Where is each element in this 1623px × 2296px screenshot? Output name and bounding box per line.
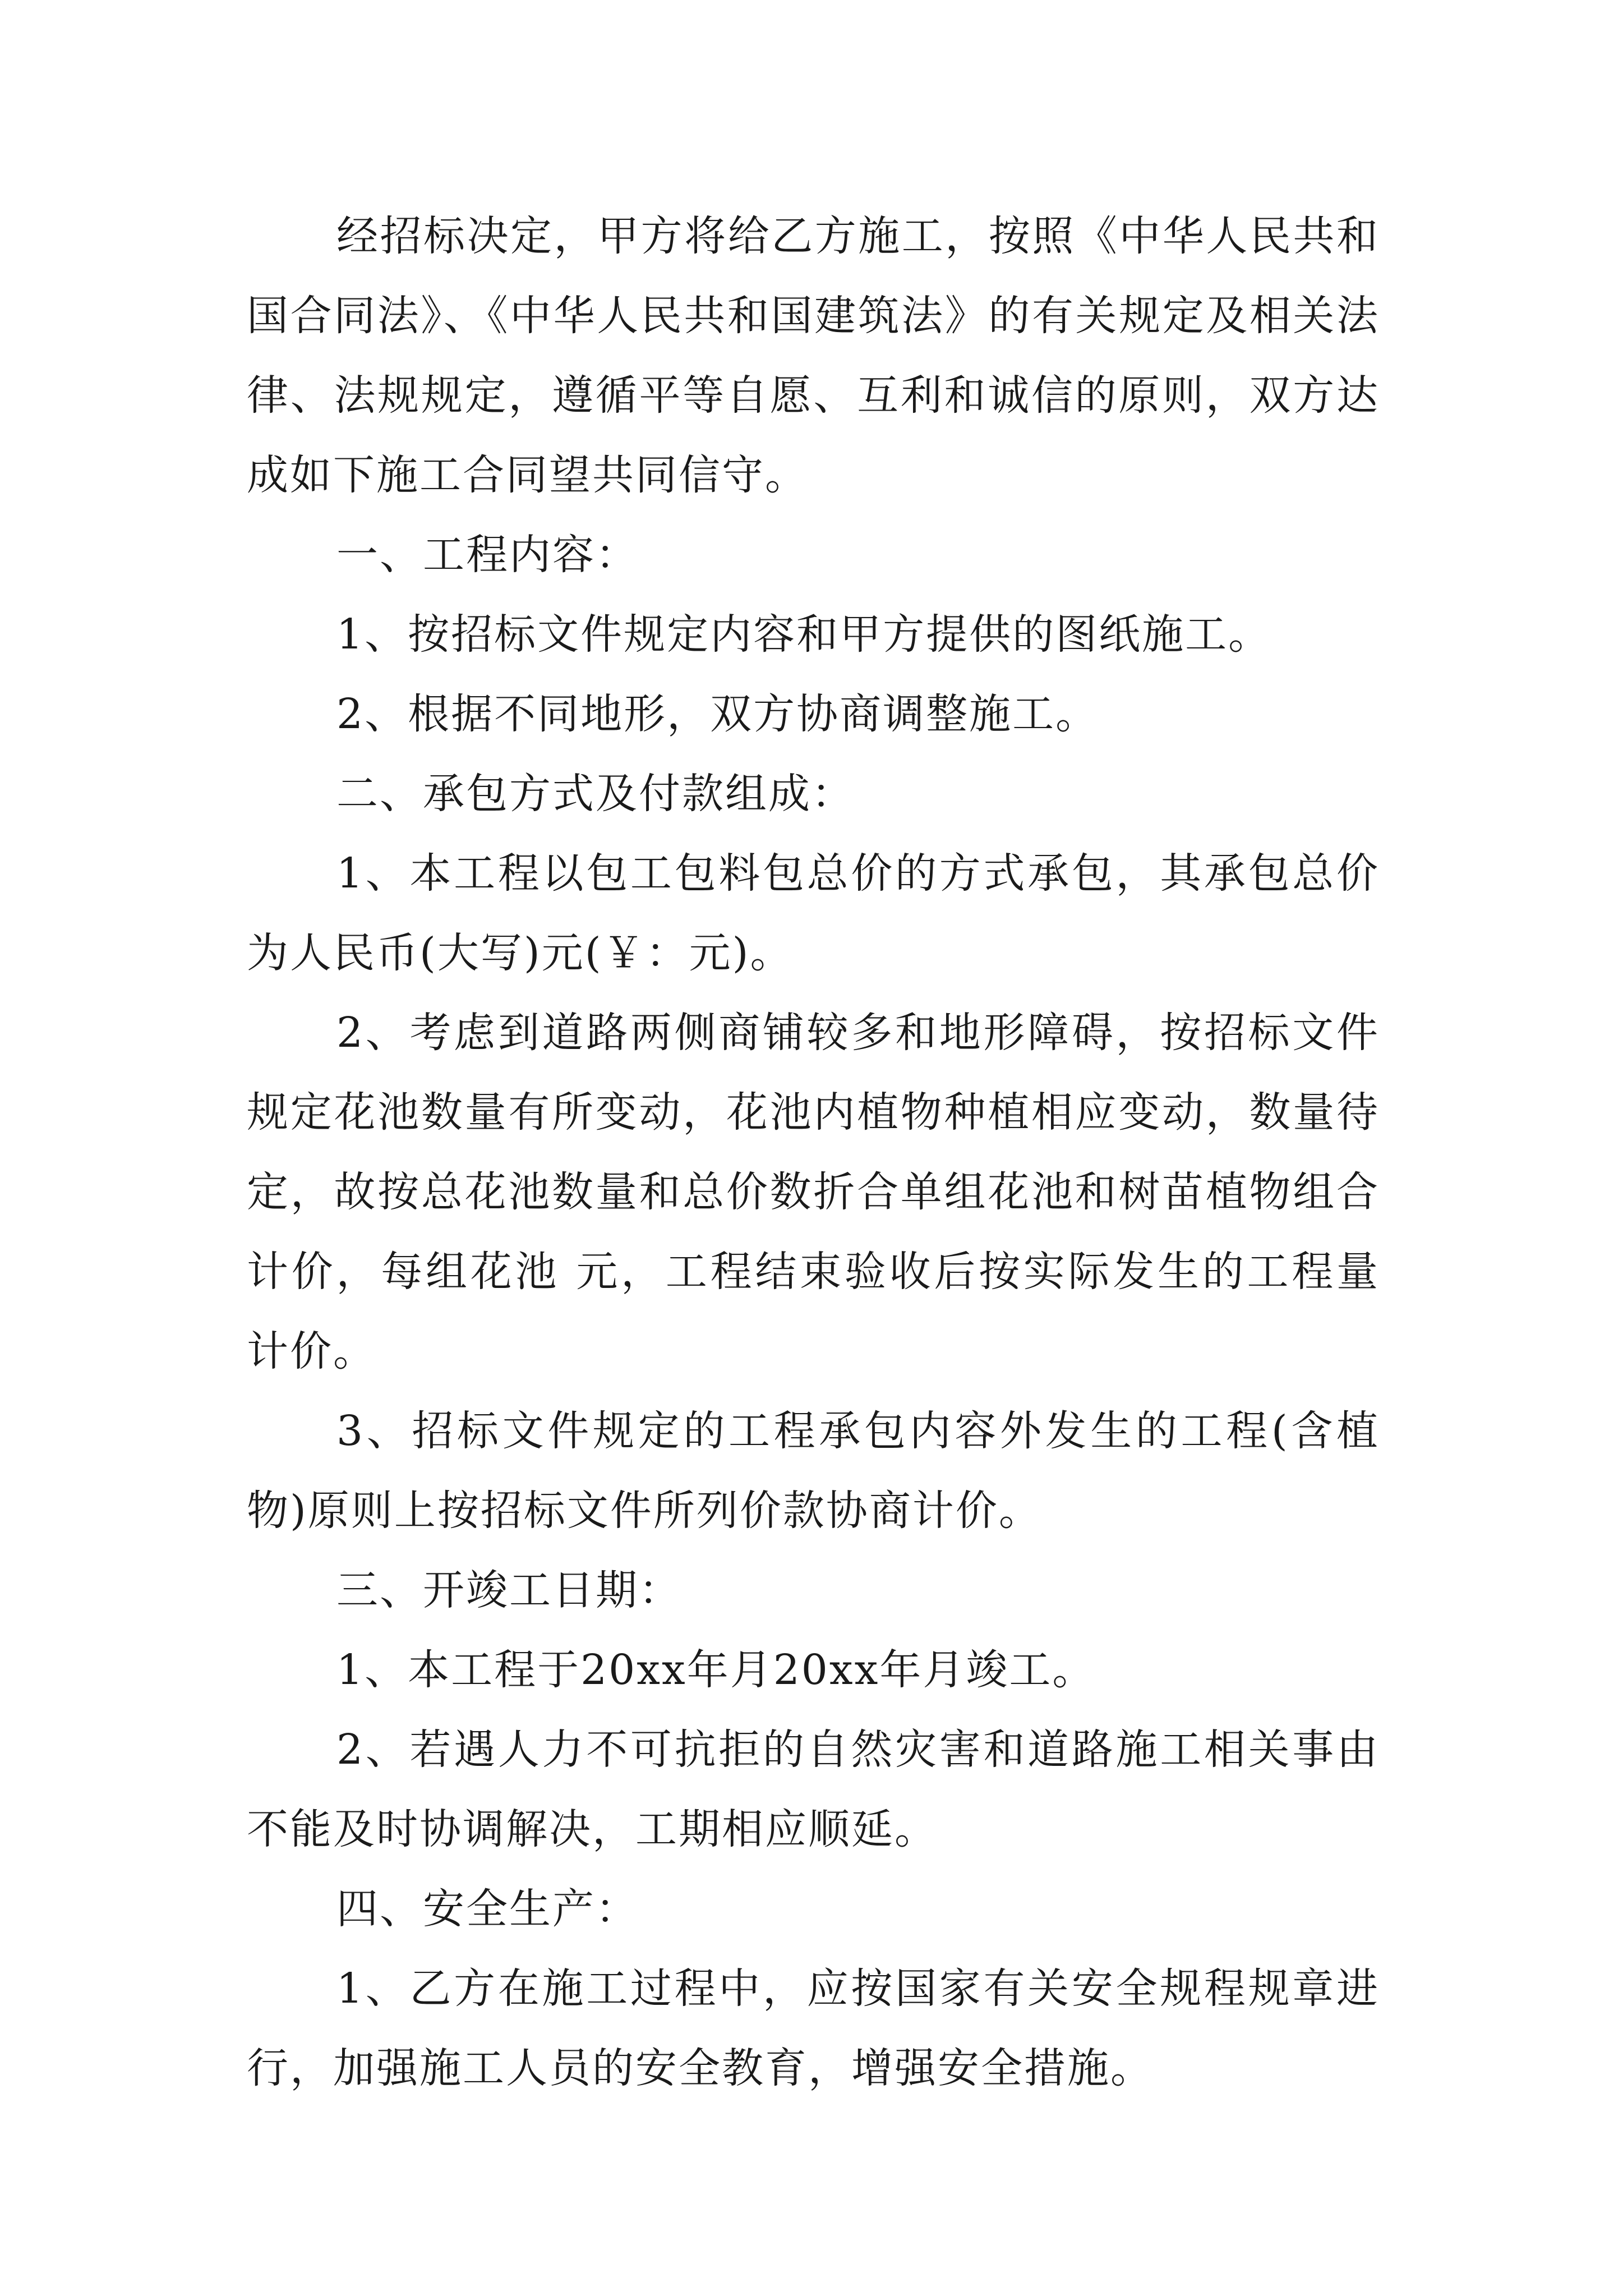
clause-3-1: 1、本工程于20xx年月20xx年月竣工。 xyxy=(336,1646,1096,1694)
section-heading-work-content: 一、工程内容： xyxy=(336,531,639,579)
clause-2-2: 2、考虑到道路两侧商铺较多和地形障碍，按招标文件规定花池数量有所变动，花池内植物种植相应变动，数量待定，故按总花池数量和总价数折合单组花池和树苗植物组合计价，每组花池 元，工程结束验收后按实际发生的工程量计价。 xyxy=(247,1009,1380,1375)
clause-2-1: 1、本工程以包工包料包总价的方式承包，其承包总价为人民币(大写)元(￥：元)。 xyxy=(247,849,1380,977)
clause-4-1: 1、乙方在施工过程中，应按国家有关安全规程规章进行，加强施工人员的安全教育，增强安全措施。 xyxy=(247,1964,1380,2092)
section-heading-dates: 三、开竣工日期： xyxy=(336,1566,682,1614)
contract-body xyxy=(247,196,1380,2108)
clause-1-2: 2、根据不同地形，双方协商调整施工。 xyxy=(336,690,1099,738)
clause-3-2: 2、若遇人力不可抗拒的自然灾害和道路施工相关事由不能及时协调解决，工期相应顺延。 xyxy=(247,1726,1380,1853)
clause-1-1: 1、按招标文件规定内容和甲方提供的图纸施工。 xyxy=(336,610,1272,659)
clause-2-3: 3、招标文件规定的工程承包内容外发生的工程(含植物)原则上按招标文件所列价款协商计价。 xyxy=(247,1407,1380,1535)
intro-paragraph: 经招标决定，甲方将给乙方施工，按照《中华人民共和国合同法》、《中华人民共和国建筑法》的有关规定及相关法律、法规规定，遵循平等自愿、互利和诚信的原则，双方达成如下施工合同望共同信守。 xyxy=(247,212,1380,499)
section-heading-contract-payment: 二、承包方式及付款组成： xyxy=(336,770,855,818)
section-heading-safety: 四、安全生产： xyxy=(336,1885,639,1933)
